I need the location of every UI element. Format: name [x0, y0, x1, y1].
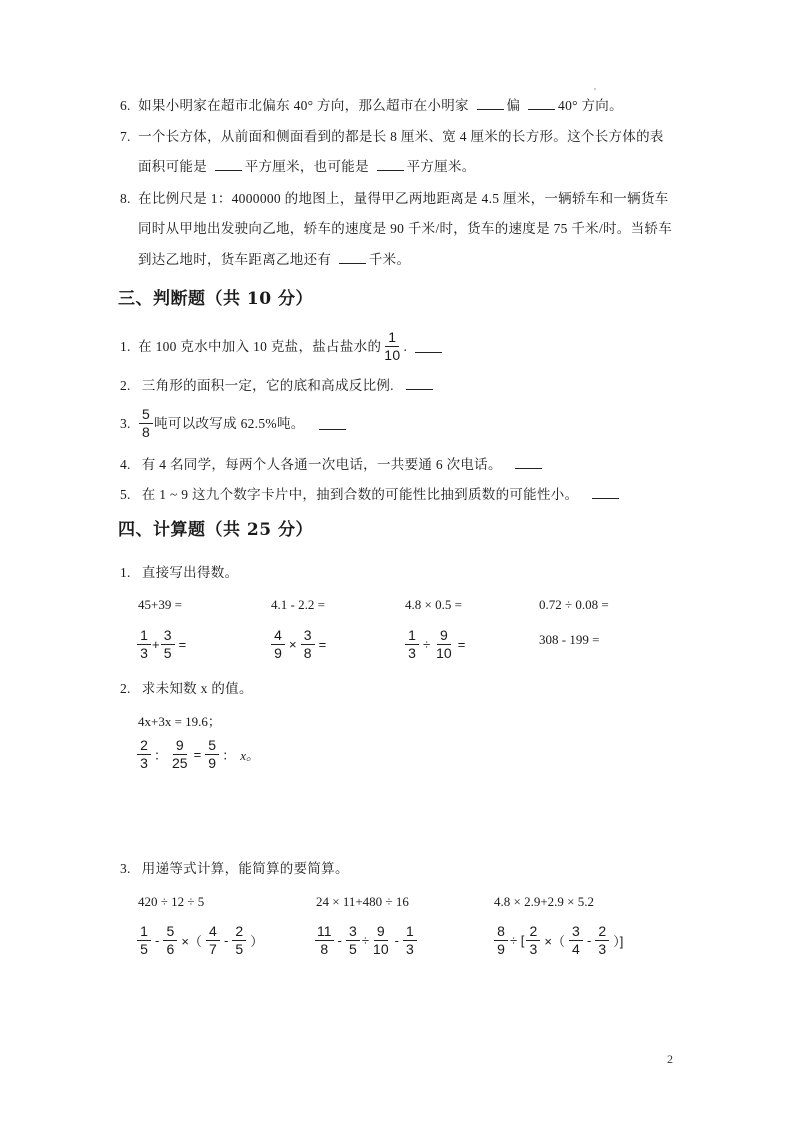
numerator: 9: [437, 628, 451, 645]
denominator: 8: [142, 424, 151, 440]
scan-dot: [594, 88, 596, 90]
operator: -: [337, 933, 342, 948]
denominator: 9: [274, 645, 282, 661]
question-text: 千米。: [368, 252, 411, 267]
fraction: [569, 924, 583, 957]
operator: ×（: [544, 934, 565, 949]
calc-expr-fraction-1: [136, 628, 189, 661]
question-8-line2: 同时从甲地出发驶向乙地，轿车的速度是 90 千米/时，货车的速度是 75 千米/时。当轿车: [138, 221, 672, 236]
calc-question-2: [120, 680, 253, 698]
denominator: 5: [163, 645, 172, 661]
equation-1: 4x+3x = 19.6；: [138, 714, 221, 729]
question-prompt: 求未知数 x 的值。: [141, 681, 253, 696]
answer-blank[interactable]: [377, 158, 404, 171]
numerator: 1: [137, 924, 151, 941]
denominator: 3: [598, 941, 607, 957]
question-6: [120, 97, 623, 115]
numerator: 3: [569, 924, 583, 941]
numerator: 2: [137, 738, 151, 755]
fraction: [205, 738, 219, 771]
answer-blank[interactable]: [528, 97, 555, 110]
equals-sign: =: [193, 747, 202, 762]
question-number: 7.: [120, 129, 131, 144]
question-number: 2.: [120, 378, 131, 393]
numerator: 9: [173, 738, 187, 755]
fraction: [271, 628, 285, 661]
fraction: [206, 924, 220, 957]
answer-blank[interactable]: [406, 377, 433, 390]
calc-expr: 4.1 - 2.2 =: [271, 597, 325, 612]
numerator: 1: [405, 628, 419, 645]
calc-expr: 0.72 ÷ 0.08 =: [539, 597, 609, 612]
operator: ÷: [423, 637, 431, 652]
page-number: 2: [667, 1052, 673, 1066]
fraction: [315, 924, 334, 957]
answer-blank[interactable]: [319, 417, 346, 430]
fraction: [526, 924, 540, 957]
numerator: 2: [232, 924, 246, 941]
section-3-heading: 三、判断题（共 10 分）: [118, 289, 313, 309]
fraction: [137, 628, 151, 661]
judge-item-5: [120, 486, 622, 504]
fraction: [170, 738, 190, 771]
calc-expr: 308 - 199 =: [539, 632, 600, 647]
question-text: 40° 方向。: [558, 98, 623, 113]
fraction: [232, 924, 246, 957]
fraction: [382, 330, 402, 363]
operator: -: [394, 933, 399, 948]
question-7-line2: [138, 158, 476, 176]
question-text: .: [403, 338, 408, 354]
numerator: 5: [205, 738, 219, 755]
numerator: 4: [206, 924, 220, 941]
numerator: 5: [163, 924, 177, 941]
denominator: 5: [348, 941, 357, 957]
fraction: [137, 924, 151, 957]
denominator: 25: [172, 755, 188, 771]
calc-expr-fraction-3: [404, 628, 468, 661]
question-8-line1: [120, 190, 669, 208]
judge-item-1: [120, 330, 445, 363]
operator: +: [152, 637, 160, 652]
numerator: 1: [385, 330, 399, 347]
calc-expr: 4.8 × 2.9+2.9 × 5.2: [494, 894, 594, 909]
numerator: 11: [317, 923, 332, 939]
question-text: 三角形的面积一定，它的底和高成反比例.: [141, 378, 394, 393]
parenthesis: ）]: [613, 934, 624, 949]
calc-expr: 420 ÷ 12 ÷ 5: [138, 894, 205, 909]
question-text: 平方厘米，也可能是: [244, 159, 373, 174]
question-text: 吨可以改写成 62.5%吨。: [154, 415, 305, 431]
denominator: 3: [529, 941, 538, 957]
numerator: 9: [374, 924, 388, 941]
question-text: 有 4 名同学，每两个人各通一次电话，一共要通 6 次电话。: [141, 457, 502, 472]
equals-sign: =: [178, 637, 187, 652]
step-calc-2: [314, 924, 418, 957]
numerator: 8: [494, 924, 508, 941]
calc-expr: 45+39 =: [138, 597, 182, 612]
denominator: 4: [572, 941, 580, 957]
question-text: 如果小明家在超市北偏东 40° 方向，那么超市在小明家: [138, 98, 473, 113]
denominator: 3: [140, 645, 148, 661]
judge-item-4: [120, 456, 545, 474]
numerator: 3: [301, 628, 315, 645]
question-prompt: 直接写出得数。: [141, 565, 239, 580]
question-text: 一个长方体，从前面和侧面看到的都是长 8 厘米、宽 4 厘米的长方形。这个长方体的表: [138, 129, 664, 144]
operator: ÷ [: [510, 933, 525, 948]
denominator: 3: [406, 941, 414, 957]
answer-blank[interactable]: [415, 340, 442, 353]
fraction: [371, 924, 391, 957]
question-text: 在 100 克水中加入 10 克盐，盐占盐水的: [138, 338, 382, 354]
fraction: [595, 924, 609, 957]
operator: ÷: [361, 933, 370, 948]
numerator: 1: [137, 628, 151, 645]
operator: -: [586, 933, 592, 948]
denominator: 9: [497, 941, 505, 957]
fraction: [139, 407, 153, 440]
question-number: 8.: [120, 191, 131, 206]
question-8-line3: [138, 251, 410, 269]
answer-blank[interactable]: [477, 97, 504, 110]
answer-blank[interactable]: [515, 456, 542, 469]
step-calc-3: [493, 924, 626, 957]
answer-blank[interactable]: [215, 158, 242, 171]
question-number: 3.: [120, 861, 131, 876]
numerator: 2: [526, 924, 540, 941]
fraction: [405, 628, 419, 661]
question-number: 5.: [120, 487, 131, 502]
denominator: 6: [166, 941, 175, 957]
calc-expr-fraction-2: [270, 628, 329, 661]
operator: ×: [289, 637, 297, 652]
question-7-line1: [120, 128, 664, 146]
judge-item-3: [120, 407, 349, 440]
fraction: [346, 924, 360, 957]
question-text: 到达乙地时，货车距离乙地还有: [138, 252, 335, 267]
question-number: 3.: [120, 415, 131, 431]
numerator: 2: [595, 924, 609, 941]
question-number: 1.: [120, 338, 131, 354]
denominator: 8: [303, 645, 312, 661]
ratio-colon: ：: [154, 748, 168, 763]
equation-2: [136, 738, 262, 771]
denominator: 10: [373, 941, 389, 957]
question-text: 在比例尺是 1：4000000 的地图上，量得甲乙两地距离是 4.5 厘米，一辆轿车和一辆货车: [138, 191, 669, 206]
denominator: 8: [320, 941, 329, 957]
question-text: 面积可能是: [138, 159, 211, 174]
calc-question-3: [120, 860, 349, 878]
question-text: 偏: [506, 98, 525, 113]
judge-item-2: [120, 377, 436, 395]
numerator: 5: [139, 407, 153, 424]
equals-sign: =: [318, 637, 327, 652]
denominator: 3: [408, 645, 416, 661]
fraction: [301, 628, 315, 661]
denominator: 9: [208, 755, 217, 771]
operator: ×（: [181, 934, 202, 949]
answer-blank[interactable]: [339, 251, 366, 264]
question-number: 1.: [120, 565, 131, 580]
calc-expr: 4.8 × 0.5 =: [405, 597, 462, 612]
numerator: 1: [403, 924, 417, 941]
numerator: 4: [271, 628, 285, 645]
denominator: 5: [140, 941, 148, 957]
section-4-heading: 四、计算题（共 25 分）: [118, 520, 313, 540]
operator: -: [223, 933, 229, 948]
fraction: [494, 924, 508, 957]
numerator: 3: [161, 628, 175, 645]
question-number: 6.: [120, 98, 131, 113]
calc-question-1: [120, 564, 238, 582]
numerator: 3: [346, 924, 360, 941]
step-calc-1: [136, 924, 266, 957]
denominator: 3: [140, 755, 148, 771]
fraction: [403, 924, 417, 957]
equals-sign: =: [457, 637, 466, 652]
fraction: [434, 628, 454, 661]
fraction: [161, 628, 175, 661]
question-prompt: 用递等式计算，能简算的要简算。: [141, 861, 349, 876]
denominator: 10: [436, 645, 452, 661]
ratio-colon: ：: [222, 748, 236, 763]
fraction: [137, 738, 151, 771]
denominator: 5: [235, 941, 244, 957]
calc-expr: 24 × 11+480 ÷ 16: [316, 894, 409, 909]
question-number: 4.: [120, 457, 131, 472]
denominator: 10: [384, 347, 401, 363]
parenthesis: ）: [250, 934, 264, 949]
question-text: 平方厘米。: [406, 159, 476, 174]
operator: -: [155, 933, 160, 948]
question-number: 2.: [120, 681, 131, 696]
answer-blank[interactable]: [592, 486, 619, 499]
denominator: 7: [209, 941, 217, 957]
fraction: [163, 924, 177, 957]
question-text: 在 1 ~ 9 这九个数字卡片中，抽到合数的可能性比抽到质数的可能性小。: [141, 487, 579, 502]
variable-x: x。: [240, 748, 259, 763]
